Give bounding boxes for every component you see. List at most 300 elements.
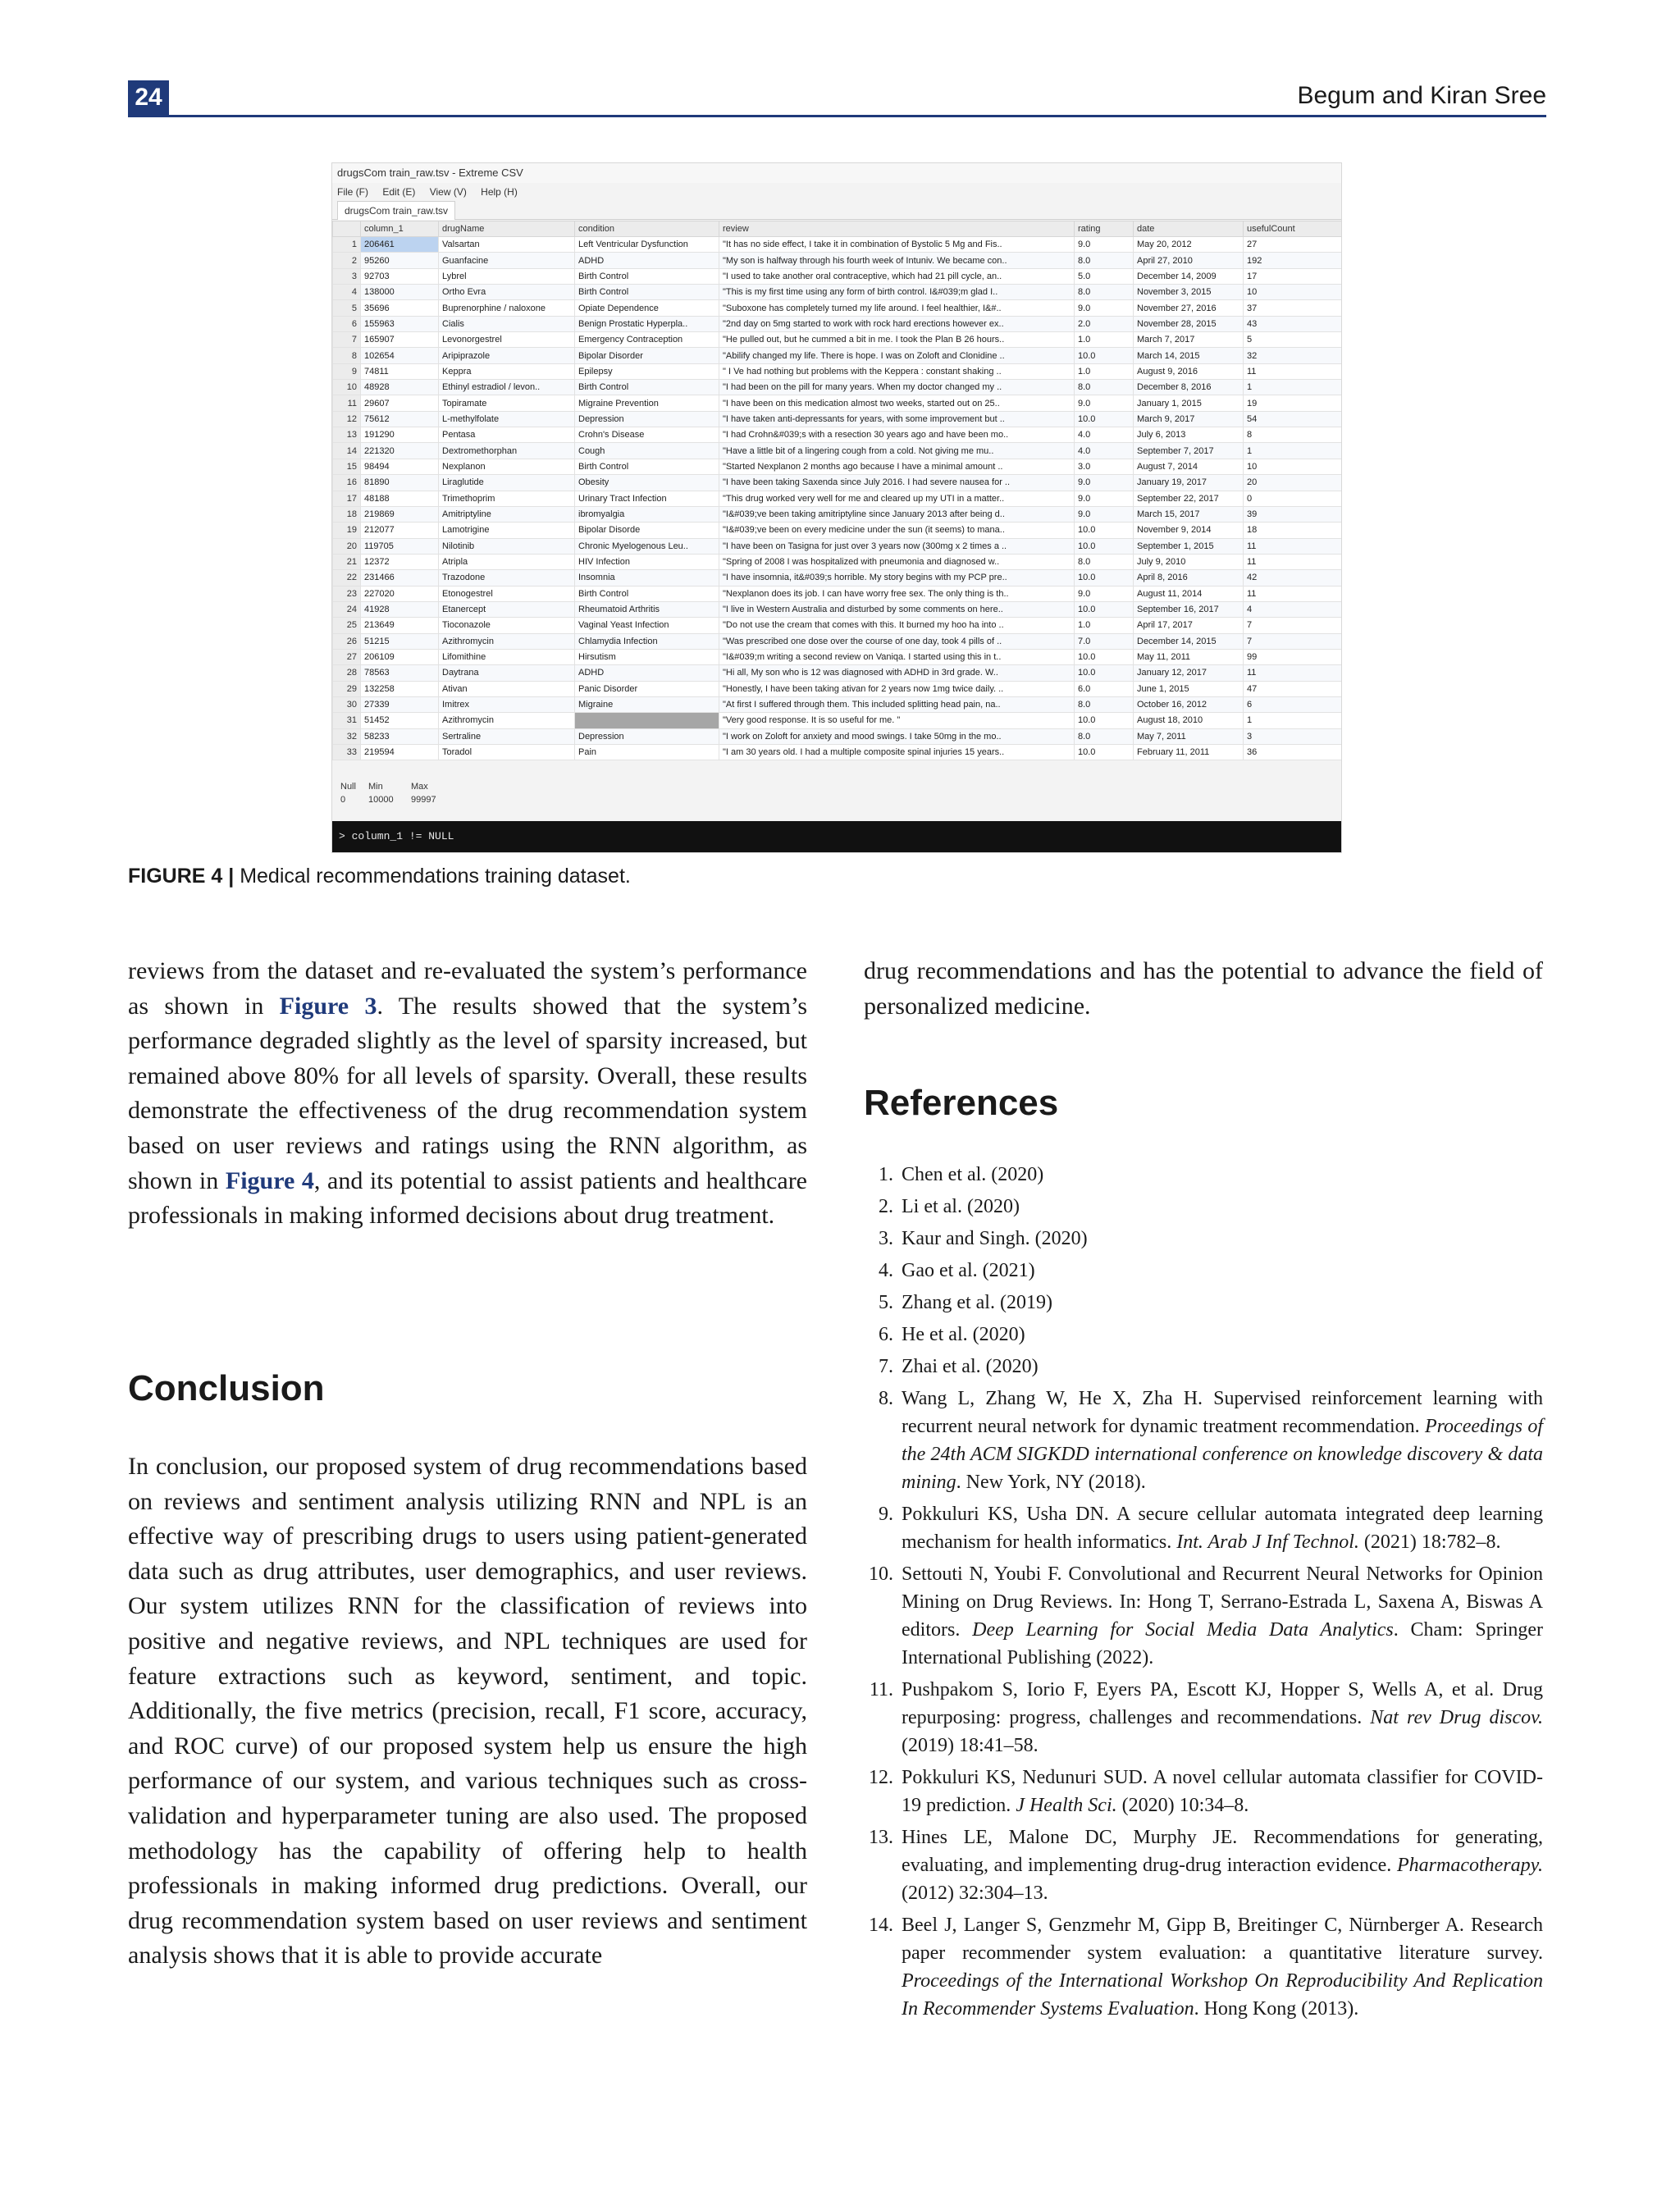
table-cell[interactable]: "Very good response. It is so useful for me. " xyxy=(719,713,1075,728)
table-cell[interactable]: December 14, 2015 xyxy=(1134,633,1244,649)
table-cell[interactable]: April 17, 2017 xyxy=(1134,618,1244,633)
reference-details: . Hong Kong (2013). xyxy=(1194,1998,1359,2020)
table-cell[interactable]: 8.0 xyxy=(1075,696,1134,712)
column-header[interactable]: column_1 xyxy=(361,221,439,237)
table-cell[interactable]: " I Ve had nothing but problems with the Keppera : constant shaking .. xyxy=(719,363,1075,379)
table-cell[interactable]: "He pulled out, but he cummed a bit in me. I took the Plan B 26 hours.. xyxy=(719,332,1075,348)
table-cell[interactable]: Depression xyxy=(575,411,719,427)
table-cell[interactable]: April 27, 2010 xyxy=(1134,253,1244,268)
table-cell[interactable]: Left Ventricular Dysfunction xyxy=(575,237,719,253)
table-cell[interactable]: July 9, 2010 xyxy=(1134,554,1244,569)
table-cell[interactable]: Trazodone xyxy=(439,570,575,586)
table-cell[interactable]: Toradol xyxy=(439,745,575,760)
reference-text: Gao et al. (2021) xyxy=(902,1260,1035,1281)
table-cell[interactable]: Cialis xyxy=(439,316,575,331)
table-cell[interactable]: Emergency Contraception xyxy=(575,332,719,348)
table-cell[interactable]: Pain xyxy=(575,745,719,760)
column-header[interactable]: usefulCount xyxy=(1244,221,1342,237)
table-cell[interactable]: ibromyalgia xyxy=(575,506,719,522)
table-cell[interactable]: "I live in Western Australia and disturbed by some comments on here.. xyxy=(719,601,1075,617)
table-cell[interactable]: 1 xyxy=(1244,380,1342,395)
table-cell[interactable]: 95260 xyxy=(361,253,439,268)
table-cell[interactable]: Imitrex xyxy=(439,696,575,712)
table-cell[interactable]: "At first I suffered through them. This included splitting head pain, na.. xyxy=(719,696,1075,712)
table-cell[interactable]: 8.0 xyxy=(1075,380,1134,395)
table-cell[interactable]: December 8, 2016 xyxy=(1134,380,1244,395)
table-cell[interactable]: Topiramate xyxy=(439,395,575,411)
table-cell[interactable]: January 1, 2015 xyxy=(1134,395,1244,411)
table-cell[interactable]: 99 xyxy=(1244,649,1342,664)
column-header[interactable]: review xyxy=(719,221,1075,237)
table-cell[interactable]: "Started Nexplanon 2 months ago because I have a minimal amount .. xyxy=(719,459,1075,474)
table-cell[interactable]: "I have taken anti-depressants for years, with some improvement but .. xyxy=(719,411,1075,427)
table-cell[interactable]: 81890 xyxy=(361,475,439,491)
table-cell[interactable]: 8.0 xyxy=(1075,253,1134,268)
table-cell[interactable]: 36 xyxy=(1244,745,1342,760)
table-cell[interactable]: 138000 xyxy=(361,285,439,300)
table-cell[interactable]: 10.0 xyxy=(1075,745,1134,760)
table-cell[interactable]: 219594 xyxy=(361,745,439,760)
table-cell[interactable]: Bipolar Disorde xyxy=(575,523,719,538)
table-cell[interactable]: Liraglutide xyxy=(439,475,575,491)
table-cell[interactable]: Amitriptyline xyxy=(439,506,575,522)
table-cell[interactable]: Lifomithine xyxy=(439,649,575,664)
table-cell[interactable]: 10.0 xyxy=(1075,523,1134,538)
table-cell[interactable]: September 7, 2017 xyxy=(1134,443,1244,459)
table-cell[interactable]: "Have a little bit of a lingering cough from a cold. Not giving me mu.. xyxy=(719,443,1075,459)
table-row[interactable] xyxy=(333,285,1342,300)
table-cell[interactable]: L-methylfolate xyxy=(439,411,575,427)
table-cell[interactable]: Pentasa xyxy=(439,427,575,443)
table-cell[interactable]: 20 xyxy=(1244,475,1342,491)
table-cell[interactable]: Nilotinib xyxy=(439,538,575,554)
table-cell[interactable]: 78563 xyxy=(361,665,439,681)
table-cell[interactable]: 9.0 xyxy=(1075,237,1134,253)
table-cell[interactable]: 6.0 xyxy=(1075,681,1134,696)
table-cell[interactable]: 1.0 xyxy=(1075,332,1134,348)
table-cell[interactable]: 58233 xyxy=(361,728,439,744)
table-cell[interactable]: 4.0 xyxy=(1075,427,1134,443)
table-cell[interactable]: 75612 xyxy=(361,411,439,427)
table-cell[interactable]: Panic Disorder xyxy=(575,681,719,696)
table-cell[interactable]: 5.0 xyxy=(1075,268,1134,284)
table-cell[interactable]: October 16, 2012 xyxy=(1134,696,1244,712)
menu-file[interactable]: File (F) xyxy=(337,186,368,198)
table-cell[interactable]: September 1, 2015 xyxy=(1134,538,1244,554)
table-cell[interactable]: Sertraline xyxy=(439,728,575,744)
table-cell[interactable]: Ethinyl estradiol / levon.. xyxy=(439,380,575,395)
table-cell[interactable]: Chlamydia Infection xyxy=(575,633,719,649)
table-row[interactable] xyxy=(333,601,1342,617)
grid-header-row xyxy=(333,221,1342,237)
table-cell[interactable]: 47 xyxy=(1244,681,1342,696)
table-cell[interactable]: 51452 xyxy=(361,713,439,728)
table-row[interactable] xyxy=(333,395,1342,411)
table-cell[interactable]: 11 xyxy=(1244,538,1342,554)
table-cell[interactable]: 10 xyxy=(1244,285,1342,300)
table-cell[interactable]: Rheumatoid Arthritis xyxy=(575,601,719,617)
table-cell[interactable]: 4 xyxy=(1244,601,1342,617)
table-cell[interactable]: Migraine xyxy=(575,696,719,712)
reference-number: 12. xyxy=(869,1767,893,1788)
reference-item xyxy=(864,1764,1543,1819)
table-cell[interactable]: "I had Crohn&#039;s with a resection 30 years ago and have been mo.. xyxy=(719,427,1075,443)
table-cell[interactable]: 219869 xyxy=(361,506,439,522)
table-cell[interactable]: Cough xyxy=(575,443,719,459)
table-cell[interactable]: Crohn's Disease xyxy=(575,427,719,443)
table-cell[interactable]: 11 xyxy=(1244,554,1342,569)
table-cell[interactable]: 11 xyxy=(1244,363,1342,379)
table-cell[interactable]: Azithromycin xyxy=(439,633,575,649)
menu-edit[interactable]: Edit (E) xyxy=(382,186,416,198)
table-row[interactable] xyxy=(333,618,1342,633)
row-number: 3 xyxy=(333,268,361,284)
table-cell[interactable]: April 8, 2016 xyxy=(1134,570,1244,586)
table-cell[interactable]: 10.0 xyxy=(1075,348,1134,363)
table-cell[interactable]: "This is my first time using any form of birth control. I&#039;m glad I.. xyxy=(719,285,1075,300)
table-cell[interactable]: Ativan xyxy=(439,681,575,696)
table-cell[interactable]: 7 xyxy=(1244,618,1342,633)
table-cell[interactable]: 5 xyxy=(1244,332,1342,348)
table-cell[interactable]: Lamotrigine xyxy=(439,523,575,538)
table-row[interactable] xyxy=(333,316,1342,331)
table-row[interactable] xyxy=(333,523,1342,538)
table-cell[interactable]: 6 xyxy=(1244,696,1342,712)
table-cell[interactable]: March 9, 2017 xyxy=(1134,411,1244,427)
row-number: 32 xyxy=(333,728,361,744)
table-cell[interactable]: 155963 xyxy=(361,316,439,331)
table-cell[interactable]: 9.0 xyxy=(1075,475,1134,491)
table-cell[interactable]: August 18, 2010 xyxy=(1134,713,1244,728)
table-cell[interactable]: Atripla xyxy=(439,554,575,569)
table-cell[interactable]: Vaginal Yeast Infection xyxy=(575,618,719,633)
table-row[interactable] xyxy=(333,696,1342,712)
table-cell[interactable]: 3 xyxy=(1244,728,1342,744)
grid-corner xyxy=(333,221,361,237)
table-cell[interactable]: 48928 xyxy=(361,380,439,395)
table-cell[interactable]: Levonorgestrel xyxy=(439,332,575,348)
table-row[interactable] xyxy=(333,300,1342,316)
table-cell[interactable]: 3.0 xyxy=(1075,459,1134,474)
reference-item xyxy=(864,1500,1543,1556)
table-cell[interactable]: 92703 xyxy=(361,268,439,284)
table-cell[interactable]: July 6, 2013 xyxy=(1134,427,1244,443)
figure-3-link[interactable]: Figure 3 xyxy=(279,992,377,1020)
table-cell[interactable]: 41928 xyxy=(361,601,439,617)
table-cell[interactable]: 10.0 xyxy=(1075,665,1134,681)
menu-help[interactable]: Help (H) xyxy=(481,186,518,198)
table-row[interactable] xyxy=(333,475,1342,491)
table-cell[interactable]: November 27, 2016 xyxy=(1134,300,1244,316)
table-row[interactable] xyxy=(333,713,1342,728)
table-cell[interactable]: 17 xyxy=(1244,268,1342,284)
table-cell[interactable]: 212077 xyxy=(361,523,439,538)
table-cell[interactable]: Opiate Dependence xyxy=(575,300,719,316)
table-cell[interactable]: 10.0 xyxy=(1075,649,1134,664)
table-cell[interactable]: 1 xyxy=(1244,713,1342,728)
table-row[interactable] xyxy=(333,681,1342,696)
row-number: 24 xyxy=(333,601,361,617)
row-number: 13 xyxy=(333,427,361,443)
table-cell[interactable]: Aripiprazole xyxy=(439,348,575,363)
row-number: 21 xyxy=(333,554,361,569)
table-cell[interactable]: Urinary Tract Infection xyxy=(575,491,719,506)
table-cell[interactable]: Guanfacine xyxy=(439,253,575,268)
table-cell[interactable]: "Suboxone has completely turned my life around. I feel healthier, I&#.. xyxy=(719,300,1075,316)
table-cell[interactable]: "I have been taking Saxenda since July 2016. I had severe nausea for .. xyxy=(719,475,1075,491)
table-cell[interactable]: Nexplanon xyxy=(439,459,575,474)
table-cell[interactable]: Ortho Evra xyxy=(439,285,575,300)
table-cell[interactable]: Daytrana xyxy=(439,665,575,681)
table-cell[interactable]: 119705 xyxy=(361,538,439,554)
table-cell[interactable]: 8.0 xyxy=(1075,728,1134,744)
table-cell[interactable]: 39 xyxy=(1244,506,1342,522)
row-number: 31 xyxy=(333,713,361,728)
table-cell[interactable]: 10.0 xyxy=(1075,601,1134,617)
table-cell[interactable]: 11 xyxy=(1244,665,1342,681)
reference-text: Pokkuluri KS, Nedunuri SUD. A novel cellular automata classifier for COVID-19 prediction. xyxy=(902,1767,1543,1816)
table-cell[interactable]: "Spring of 2008 I was hospitalized with pneumonia and diagnosed w.. xyxy=(719,554,1075,569)
table-cell[interactable]: Birth Control xyxy=(575,459,719,474)
table-cell[interactable]: 1.0 xyxy=(1075,363,1134,379)
table-cell[interactable]: 27 xyxy=(1244,237,1342,253)
table-cell[interactable]: Buprenorphine / naloxone xyxy=(439,300,575,316)
row-number: 16 xyxy=(333,475,361,491)
table-row[interactable] xyxy=(333,380,1342,395)
table-row[interactable] xyxy=(333,459,1342,474)
table-cell[interactable]: "Was prescribed one dose over the course of one day, took 4 pills of .. xyxy=(719,633,1075,649)
table-cell[interactable]: 18 xyxy=(1244,523,1342,538)
file-tab[interactable]: drugsCom train_raw.tsv xyxy=(337,201,455,220)
table-row[interactable] xyxy=(333,649,1342,664)
table-cell[interactable]: November 9, 2014 xyxy=(1134,523,1244,538)
table-cell[interactable]: Birth Control xyxy=(575,285,719,300)
table-cell[interactable]: 221320 xyxy=(361,443,439,459)
table-cell[interactable]: 8 xyxy=(1244,427,1342,443)
table-cell[interactable]: 29607 xyxy=(361,395,439,411)
table-cell[interactable]: 7 xyxy=(1244,633,1342,649)
table-cell[interactable]: November 3, 2015 xyxy=(1134,285,1244,300)
table-cell[interactable]: March 7, 2017 xyxy=(1134,332,1244,348)
table-cell[interactable]: 206461 xyxy=(361,237,439,253)
table-cell[interactable]: Trimethoprim xyxy=(439,491,575,506)
table-cell[interactable]: May 20, 2012 xyxy=(1134,237,1244,253)
table-cell[interactable]: "I&#039;ve been on every medicine under the sun (it seems) to mana.. xyxy=(719,523,1075,538)
table-cell[interactable]: 27339 xyxy=(361,696,439,712)
table-cell[interactable]: "I used to take another oral contraceptive, which had 21 pill cycle, an.. xyxy=(719,268,1075,284)
table-cell[interactable]: Insomnia xyxy=(575,570,719,586)
table-cell[interactable]: 98494 xyxy=(361,459,439,474)
table-cell[interactable]: 10.0 xyxy=(1075,411,1134,427)
table-cell[interactable]: "This drug worked very well for me and cleared up my UTI in a matter.. xyxy=(719,491,1075,506)
table-cell[interactable]: "Honestly, I have been taking ativan for 2 years now 1mg twice daily. .. xyxy=(719,681,1075,696)
table-cell[interactable]: September 16, 2017 xyxy=(1134,601,1244,617)
table-row[interactable] xyxy=(333,538,1342,554)
table-cell[interactable]: 227020 xyxy=(361,586,439,601)
table-row[interactable] xyxy=(333,665,1342,681)
table-cell[interactable]: Hirsutism xyxy=(575,649,719,664)
table-cell[interactable]: Chronic Myelogenous Leu.. xyxy=(575,538,719,554)
table-row[interactable] xyxy=(333,554,1342,569)
table-cell[interactable]: "My son is halfway through his fourth week of Intuniv. We became con.. xyxy=(719,253,1075,268)
table-row[interactable] xyxy=(333,427,1342,443)
table-cell[interactable]: 43 xyxy=(1244,316,1342,331)
text-run: reviews from the dataset and re-evaluated the system’s performance as shown in xyxy=(128,957,807,1020)
table-cell[interactable]: 35696 xyxy=(361,300,439,316)
table-cell[interactable]: 42 xyxy=(1244,570,1342,586)
table-cell[interactable]: "Hi all, My son who is 12 was diagnosed with ADHD in 3rd grade. W.. xyxy=(719,665,1075,681)
stat-label-null: Null xyxy=(340,782,356,792)
table-cell[interactable]: "I work on Zoloft for anxiety and mood swings. I take 50mg in the mo.. xyxy=(719,728,1075,744)
table-cell[interactable]: Birth Control xyxy=(575,268,719,284)
table-row[interactable] xyxy=(333,633,1342,649)
table-cell[interactable]: May 11, 2011 xyxy=(1134,649,1244,664)
column-header[interactable]: drugName xyxy=(439,221,575,237)
table-cell[interactable]: Bipolar Disorder xyxy=(575,348,719,363)
table-cell[interactable]: 2.0 xyxy=(1075,316,1134,331)
column-header[interactable]: condition xyxy=(575,221,719,237)
table-cell[interactable]: 9.0 xyxy=(1075,586,1134,601)
table-cell[interactable]: Keppra xyxy=(439,363,575,379)
table-cell[interactable]: Obesity xyxy=(575,475,719,491)
table-cell[interactable]: 132258 xyxy=(361,681,439,696)
table-cell[interactable]: 1.0 xyxy=(1075,618,1134,633)
table-row[interactable] xyxy=(333,745,1342,760)
table-cell[interactable]: Valsartan xyxy=(439,237,575,253)
table-cell[interactable]: August 7, 2014 xyxy=(1134,459,1244,474)
table-cell[interactable]: ADHD xyxy=(575,253,719,268)
table-cell[interactable]: 191290 xyxy=(361,427,439,443)
table-cell[interactable]: 10.0 xyxy=(1075,570,1134,586)
table-row[interactable] xyxy=(333,586,1342,601)
table-cell[interactable]: Birth Control xyxy=(575,380,719,395)
table-cell[interactable]: January 19, 2017 xyxy=(1134,475,1244,491)
table-cell[interactable]: 9.0 xyxy=(1075,491,1134,506)
table-cell[interactable]: 32 xyxy=(1244,348,1342,363)
table-row[interactable] xyxy=(333,237,1342,253)
table-cell[interactable]: 102654 xyxy=(361,348,439,363)
table-cell[interactable]: "Abilify changed my life. There is hope. I was on Zoloft and Clonidine .. xyxy=(719,348,1075,363)
figure-4-link[interactable]: Figure 4 xyxy=(225,1166,314,1194)
table-cell[interactable]: HIV Infection xyxy=(575,554,719,569)
table-cell[interactable]: "I&#039;m writing a second review on Vaniqa. I started using this in t.. xyxy=(719,649,1075,664)
table-row[interactable] xyxy=(333,363,1342,379)
table-cell[interactable]: "I&#039;ve been taking amitriptyline since January 2013 after being d.. xyxy=(719,506,1075,522)
table-cell[interactable]: May 7, 2011 xyxy=(1134,728,1244,744)
table-cell[interactable]: Epilepsy xyxy=(575,363,719,379)
table-cell[interactable]: 51215 xyxy=(361,633,439,649)
table-cell[interactable]: 9.0 xyxy=(1075,300,1134,316)
text-run: . The results showed that the system’s performance degraded slightly as the level of sparsity increased, but remained above 80% for all levels of sparsity. Overall, these results demonstrate the effectiveness of the drug recommendation system based on user reviews and ratings using the RNN algorithm, as shown in xyxy=(128,992,808,1194)
table-cell[interactable]: 7.0 xyxy=(1075,633,1134,649)
table-cell[interactable]: June 1, 2015 xyxy=(1134,681,1244,696)
table-cell[interactable]: 231466 xyxy=(361,570,439,586)
table-cell[interactable]: Birth Control xyxy=(575,586,719,601)
table-row[interactable] xyxy=(333,506,1342,522)
table-cell[interactable]: February 11, 2011 xyxy=(1134,745,1244,760)
table-cell[interactable]: 10.0 xyxy=(1075,538,1134,554)
table-cell[interactable]: 48188 xyxy=(361,491,439,506)
row-number: 29 xyxy=(333,681,361,696)
table-row[interactable] xyxy=(333,332,1342,348)
table-cell[interactable]: 12372 xyxy=(361,554,439,569)
table-cell[interactable]: 165907 xyxy=(361,332,439,348)
table-row[interactable] xyxy=(333,411,1342,427)
table-cell[interactable]: 1 xyxy=(1244,443,1342,459)
table-row[interactable] xyxy=(333,570,1342,586)
table-cell[interactable]: 206109 xyxy=(361,649,439,664)
table-cell[interactable]: 19 xyxy=(1244,395,1342,411)
table-row[interactable] xyxy=(333,268,1342,284)
table-cell[interactable]: December 14, 2009 xyxy=(1134,268,1244,284)
column-header[interactable]: date xyxy=(1134,221,1244,237)
table-cell[interactable]: 10 xyxy=(1244,459,1342,474)
table-row[interactable] xyxy=(333,253,1342,268)
table-cell[interactable]: 54 xyxy=(1244,411,1342,427)
table-cell[interactable]: November 28, 2015 xyxy=(1134,316,1244,331)
table-cell[interactable]: August 11, 2014 xyxy=(1134,586,1244,601)
table-cell[interactable]: Dextromethorphan xyxy=(439,443,575,459)
table-cell[interactable]: "I have insomnia, it&#039;s horrible. My story begins with my PCP pre.. xyxy=(719,570,1075,586)
reference-text: Beel J, Langer S, Genzmehr M, Gipp B, Breitinger C, Nürnberger A. Research paper recommender system evaluation: a quantitative literature survey. xyxy=(902,1915,1543,1964)
menu-view[interactable]: View (V) xyxy=(429,186,467,198)
table-cell[interactable]: 192 xyxy=(1244,253,1342,268)
table-cell[interactable]: "It has no side effect, I take it in combination of Bystolic 5 Mg and Fis.. xyxy=(719,237,1075,253)
table-cell[interactable]: 10.0 xyxy=(1075,713,1134,728)
reference-number: 1. xyxy=(879,1164,893,1185)
table-cell[interactable]: 37 xyxy=(1244,300,1342,316)
table-row[interactable] xyxy=(333,348,1342,363)
table-cell[interactable]: "Do not use the cream that comes with this. It burned my hoo ha into .. xyxy=(719,618,1075,633)
table-cell[interactable]: January 12, 2017 xyxy=(1134,665,1244,681)
table-row[interactable] xyxy=(333,443,1342,459)
table-cell[interactable]: 4.0 xyxy=(1075,443,1134,459)
table-cell[interactable]: "Nexplanon does its job. I can have worry free sex. The only thing is th.. xyxy=(719,586,1075,601)
table-cell[interactable]: Benign Prostatic Hyperpla.. xyxy=(575,316,719,331)
table-cell[interactable]: Lybrel xyxy=(439,268,575,284)
table-cell[interactable]: 213649 xyxy=(361,618,439,633)
table-cell[interactable]: Depression xyxy=(575,728,719,744)
table-cell[interactable]: "2nd day on 5mg started to work with rock hard erections however ex.. xyxy=(719,316,1075,331)
table-cell[interactable]: 74811 xyxy=(361,363,439,379)
table-cell[interactable]: Tioconazole xyxy=(439,618,575,633)
table-cell[interactable]: "I had been on the pill for many years. When my doctor changed my .. xyxy=(719,380,1075,395)
table-cell[interactable]: 9.0 xyxy=(1075,506,1134,522)
table-row[interactable] xyxy=(333,491,1342,506)
table-cell[interactable]: March 15, 2017 xyxy=(1134,506,1244,522)
filter-input[interactable]: > column_1 != NULL xyxy=(332,821,1341,852)
table-cell[interactable] xyxy=(575,713,719,728)
table-cell[interactable]: September 22, 2017 xyxy=(1134,491,1244,506)
column-header[interactable]: rating xyxy=(1075,221,1134,237)
table-cell[interactable]: "I have been on Tasigna for just over 3 years now (300mg x 2 times a .. xyxy=(719,538,1075,554)
table-cell[interactable]: 8.0 xyxy=(1075,285,1134,300)
table-cell[interactable]: 11 xyxy=(1244,586,1342,601)
table-cell[interactable]: 8.0 xyxy=(1075,554,1134,569)
table-cell[interactable]: Azithromycin xyxy=(439,713,575,728)
table-cell[interactable]: Etonogestrel xyxy=(439,586,575,601)
table-cell[interactable]: March 14, 2015 xyxy=(1134,348,1244,363)
table-cell[interactable]: Etanercept xyxy=(439,601,575,617)
table-cell[interactable]: Migraine Prevention xyxy=(575,395,719,411)
table-cell[interactable]: August 9, 2016 xyxy=(1134,363,1244,379)
table-cell[interactable]: 9.0 xyxy=(1075,395,1134,411)
table-row[interactable] xyxy=(333,728,1342,744)
table-cell[interactable]: "I have been on this medication almost two weeks, started out on 25.. xyxy=(719,395,1075,411)
table-cell[interactable]: 0 xyxy=(1244,491,1342,506)
table-cell[interactable]: ADHD xyxy=(575,665,719,681)
table-cell[interactable]: "I am 30 years old. I had a multiple composite spinal injuries 15 years.. xyxy=(719,745,1075,760)
